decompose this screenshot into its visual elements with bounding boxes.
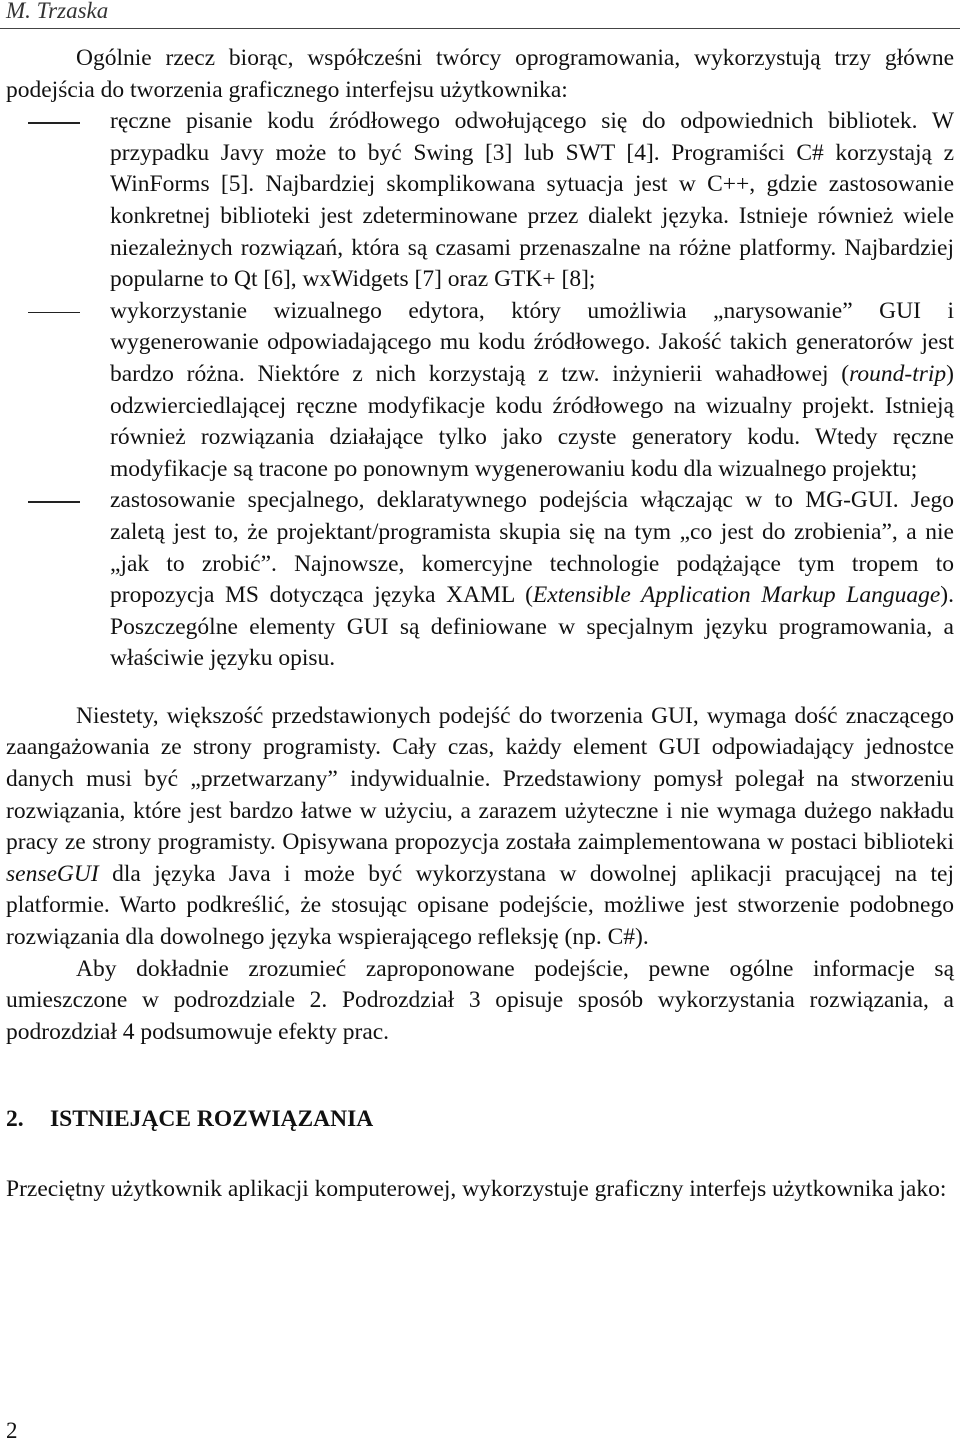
section-title: ISTNIEJĄCE ROZWIĄZANIA [50,1106,374,1133]
intro-paragraph: Ogólnie rzecz biorąc, współcześni twórcy oprogramowania, wykorzystują trzy główne podejścia do tworzenia graficznego interfejsu użytkownika: [6,45,954,103]
italic-term: round-trip [849,360,947,387]
section-number: 2. [6,1106,24,1133]
section-heading [6,1104,954,1136]
italic-term: senseGUI [6,860,99,887]
page-number: 2 [6,1418,18,1443]
list-item-text: wykorzystanie wizualnego edytora, który umożliwia „narysowanie” GUI i wygenerowanie odpowiadającego mu kodu źródłowego. Jakość takich generatorów jest bardzo różna. Niektóre z nich korzystają z tzw. inżynierii wahadłowej ( [110,297,954,387]
running-head: M. Trzaska [6,0,109,23]
list-item-text: ) odzwierciedlającej ręczne modyfikacje kodu źródłowego na wizualny projekt. Istnieją również rozwiązania działające tylko jako czyste generatory kodu. Wtedy ręczne modyfikacje są tracone po ponownym wygenerowaniu kodu dla wizualnego projektu; [110,360,954,482]
paragraph-user: Przeciętny użytkownik aplikacji komputerowej, wykorzystuje graficzny interfejs użytkownika jako: [6,1176,947,1202]
list-item-text: ). Poszczególne elementy GUI są definiowane w specjalnym języku programowania, a właściwie języku opisu. [110,582,954,672]
list-item-manual-code [6,106,954,296]
list-item-text: zastosowanie specjalnego, deklaratywnego podejścia włączając w to MG-GUI. Jego zaletą jest to, że projektant/programista skupia się na tym „co jest do zrobienia”, a nie „jak to zrobić”. Najnowsze, komercyjne technologie podążające tym tropem to propozycja MS dotycząca języka XAML ( [110,487,954,609]
list-item-visual-editor [6,296,954,486]
list-item-declarative [6,485,954,675]
paragraph-outline: Aby dokładnie zrozumieć zaproponowane podejście, pewne ogólne informacje są umieszczone w podrozdziale 2. Podrozdział 3 opisuje sposób wykorzystania rozwiązania, a podrozdział 4 podsumowuje efekty prac. [6,955,954,1045]
list-item-text: ręczne pisanie kodu źródłowego odwołującego się do odpowiednich bibliotek. W przypadku Javy może to być Swing [3] lub SWT [4]. Programiści C# korzystają z WinForms [5]. Najbardziej skomplikowana sytuacja jest w C++, gdzie zastosowanie konkretnej biblioteki jest zdeterminowane przez dialekt języka. Istnieje również wiele niezależnych rozwiązań, która są czasami przenaszalne na różne platformy. Najbardziej popularne to Qt [6], wxWidgets [7] oraz GTK+ [8]; [110,108,954,293]
header-rule [0,28,960,29]
page-body [6,43,954,1206]
paragraph-problem: Niestety, większość przedstawionych podejść do tworzenia GUI, wymaga dość znaczącego zaangażowania ze strony programisty. Cały czas, każdy element GUI odpowiadający jednostce danych musi być „przetwarzany” indywidualnie. Przedstawiony pomysł polegał na stworzeniu rozwiązania, które jest bardzo łatwe w użyciu, a zarazem użyteczne i nie wymaga dużego nakładu pracy ze strony programisty. Opisywana propozycja została zaimplementowana w postaci biblioteki senseGUI dla języka Java i może być wykorzystana w dowolnej aplikacji pracującej na tej platformie. Warto podkreślić, że stosując opisane podejście, możliwe jest stworzenie podobnego rozwiązania dla dowolnego języka wspierającego refleksję (np. C#). [6,702,954,951]
approaches-list [6,106,954,675]
italic-term: Extensible Application Markup Language [532,582,941,609]
